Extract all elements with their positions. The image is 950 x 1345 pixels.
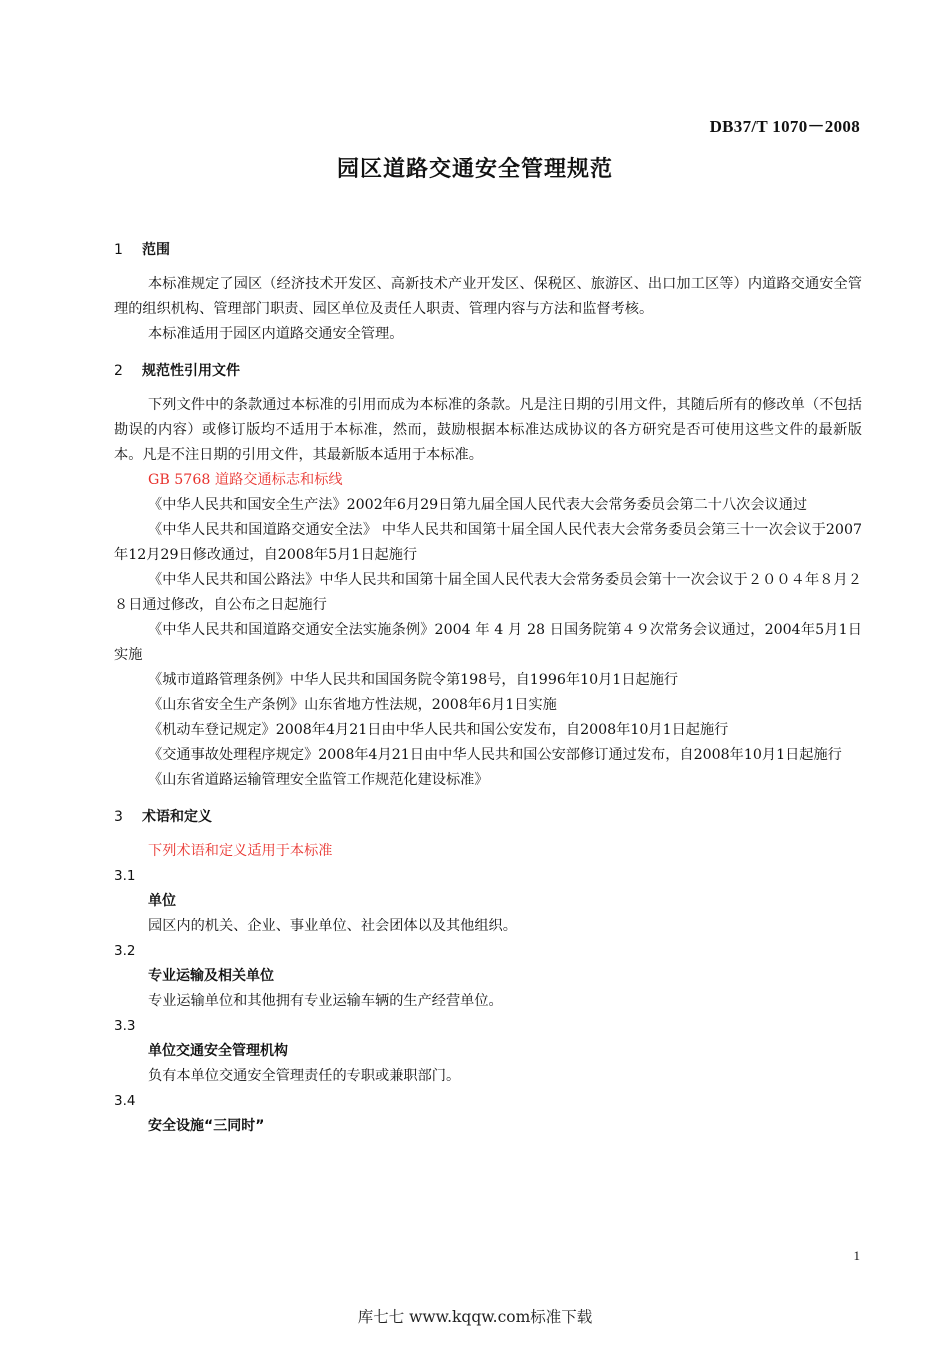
term-number: 3.3 xyxy=(114,1018,136,1034)
section-1-heading xyxy=(114,238,862,263)
reference-item: 《中华人民共和国安全生产法》2002年6月29日第九届全国人民代表大会常务委员会第二十八次会议通过 xyxy=(148,497,808,513)
term-name: 安全设施“三同时” xyxy=(148,1118,265,1134)
reference-item: 《城市道路管理条例》中华人民共和国国务院令第198号，自1996年10月1日起施行 xyxy=(148,672,679,688)
section-2-heading xyxy=(114,359,862,384)
standard-code: DB37/T 1070－2008 xyxy=(709,117,860,136)
reference-item: 《交通事故处理程序规定》2008年4月21日由中华人民共和国公安部修订通过发布，自2008年10月1日起施行 xyxy=(148,747,842,763)
section-number: 2 xyxy=(114,363,123,379)
section-3-intro: 下列术语和定义适用于本标准 xyxy=(148,843,333,859)
term-number: 3.1 xyxy=(114,868,136,884)
page-number: 1 xyxy=(853,1248,860,1263)
term-definition: 园区内的机关、企业、事业单位、社会团体以及其他组织。 xyxy=(148,918,517,934)
reference-item: 《山东省安全生产条例》山东省地方性法规，2008年6月1日实施 xyxy=(148,697,557,713)
document-body xyxy=(114,238,862,1139)
term-definition: 负有本单位交通安全管理责任的专职或兼职部门。 xyxy=(148,1068,461,1084)
reference-item: GB 5768 道路交通标志和标线 xyxy=(148,472,343,488)
section-1-paragraph-2: 本标准适用于园区内道路交通安全管理。 xyxy=(148,326,404,342)
section-title: 规范性引用文件 xyxy=(142,363,240,379)
section-3-heading xyxy=(114,805,862,830)
section-title: 术语和定义 xyxy=(142,809,212,825)
section-1-paragraph-1: 本标准规定了园区（经济技术开发区、高新技术产业开发区、保税区、旅游区、出口加工区等）内道路交通安全管理的组织机构、管理部门职责、园区单位及责任人职责、管理内容与方法和监督考核。 xyxy=(114,276,862,317)
footer-watermark: 库七七 www.kqqw.com标准下载 xyxy=(357,1308,593,1326)
term-name: 单位交通安全管理机构 xyxy=(148,1043,288,1059)
term-definition: 专业运输单位和其他拥有专业运输车辆的生产经营单位。 xyxy=(148,993,503,1009)
section-number: 3 xyxy=(114,809,123,825)
reference-item: 《中华人民共和国公路法》中华人民共和国第十届全国人民代表大会常务委员会第十一次会议于２００４年８月２８日通过修改，自公布之日起施行 xyxy=(114,572,862,613)
term-name: 单位 xyxy=(148,893,176,909)
reference-item: 《山东省道路运输管理安全监管工作规范化建设标准》 xyxy=(148,772,489,788)
document-title: 园区道路交通安全管理规范 xyxy=(336,157,613,182)
reference-item: 《中华人民共和国道路交通安全法》 中华人民共和国第十届全国人民代表大会常务委员会第三十一次会议于2007年12月29日修改通过，自2008年5月1日起施行 xyxy=(114,522,862,563)
term-number: 3.2 xyxy=(114,943,136,959)
reference-item: 《中华人民共和国道路交通安全法实施条例》2004 年 4 月 28 日国务院第４９次常务会议通过，2004年5月1日实施 xyxy=(114,622,862,663)
term-number: 3.4 xyxy=(114,1093,136,1109)
section-title: 范围 xyxy=(142,242,170,258)
term-name: 专业运输及相关单位 xyxy=(148,968,274,984)
section-number: 1 xyxy=(114,242,123,258)
section-2-intro: 下列文件中的条款通过本标准的引用而成为本标准的条款。凡是注日期的引用文件，其随后所有的修改单（不包括勘误的内容）或修订版均不适用于本标准，然而，鼓励根据本标准达成协议的各方研究是否可使用这些文件的最新版本。凡是不注日期的引用文件，其最新版本适用于本标准。 xyxy=(114,397,862,463)
reference-item: 《机动车登记规定》2008年4月21日由中华人民共和国公安发布，自2008年10月1日起施行 xyxy=(148,722,729,738)
